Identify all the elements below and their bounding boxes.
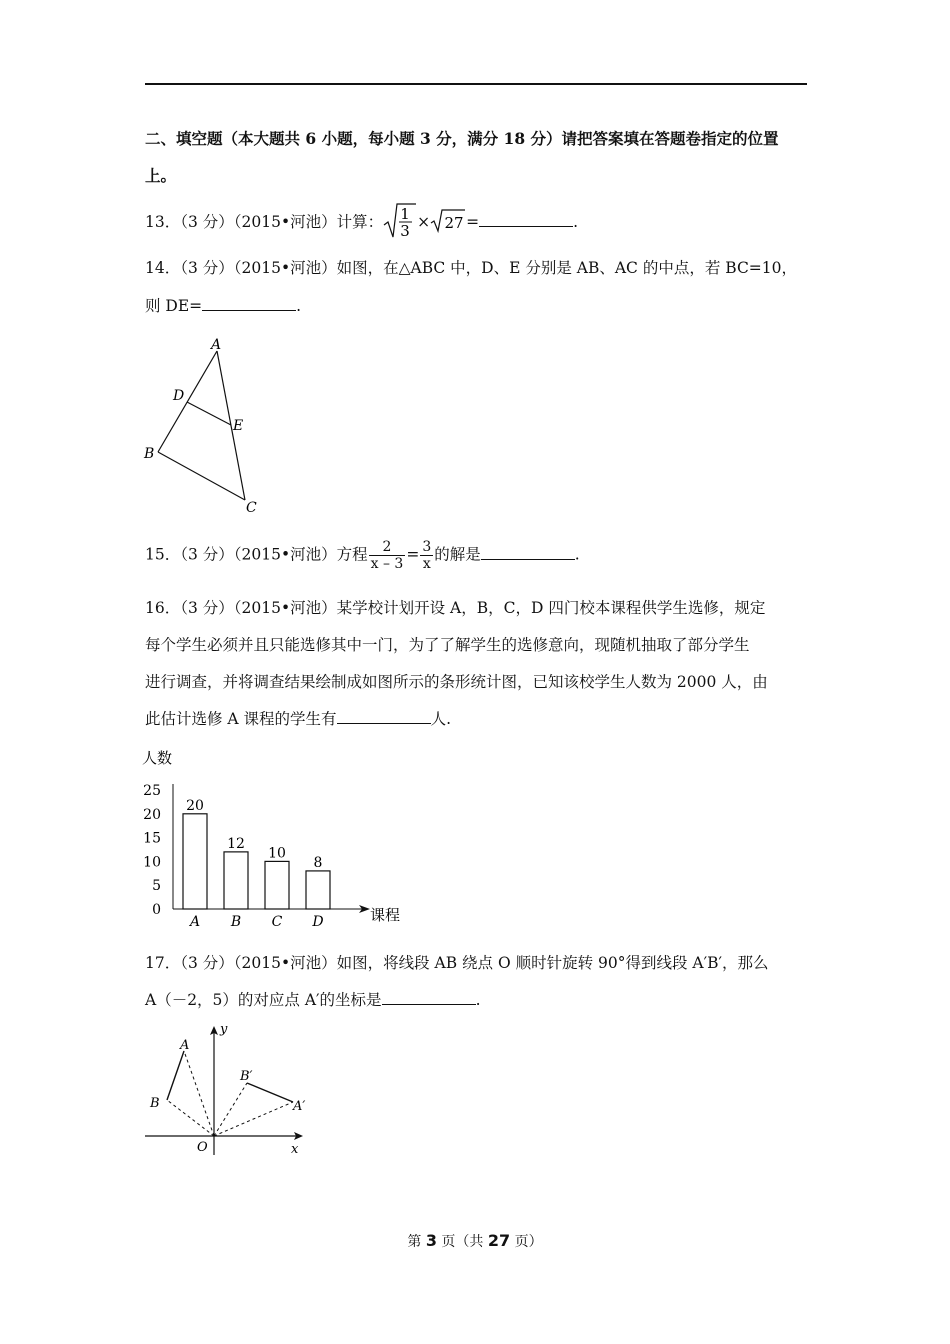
question-13 [145, 203, 578, 243]
q15-denominator-left: x – 3 [370, 556, 404, 572]
rotation-figure [140, 1020, 320, 1160]
q15-eq: = [406, 545, 420, 564]
question-17-line2 [145, 988, 481, 1010]
bar-D [306, 871, 330, 909]
question-15 [145, 539, 580, 572]
sqrt-sign-icon [383, 203, 417, 239]
question-16-line4 [145, 707, 451, 729]
question-14-line1: 14．（3 分）（2015•河池）如图，在△ABC 中，D、E 分别是 AB、AC 的中点，若 BC=10， [145, 259, 798, 277]
section-heading-cont: 上。 [145, 166, 177, 185]
y-tick-label: 5 [152, 878, 161, 895]
point-e-label: E [233, 418, 244, 434]
question-16-line3: 进行调查，并将调查结果绘制成如图所示的条形统计图，已知该校学生人数为 2000 人，由 [145, 673, 768, 691]
q14-line2-text: 则 DE= [145, 297, 203, 315]
vertex-c-label: C [246, 500, 257, 516]
question-14-line2 [145, 294, 301, 316]
origin-label: O [197, 1140, 208, 1155]
question-16-line2: 每个学生必须并且只能选修其中一门，为了了解学生的选修意向，现随机抽取了部分学生 [145, 636, 750, 654]
x-tick-label: C [271, 914, 283, 930]
footer-mid: 页（共 [436, 1234, 488, 1250]
x-tick-label: B [230, 914, 242, 930]
q17-answer-blank [382, 989, 476, 1005]
q15-denominator-right: x [422, 556, 431, 572]
chart-ylabel: 人数 [142, 749, 173, 767]
bar-data-label: 8 [313, 854, 323, 871]
bar-B [224, 852, 248, 909]
q13-sqrt-fraction [383, 203, 417, 243]
q13-end: . [573, 213, 579, 231]
chart-xlabel: 课程 [370, 906, 401, 924]
footer-total-pages: 27 [487, 1231, 511, 1250]
top-rule [145, 83, 807, 85]
y-tick-label: 25 [143, 783, 161, 799]
question-17-line1: 17．（3 分）（2015•河池）如图，将线段 AB 绕点 O 顺时针旋转 90°得到线段 A′B′，那么 [145, 954, 769, 972]
y-tick-label: 15 [143, 830, 161, 847]
bar-data-label: 12 [227, 835, 245, 852]
q13-radicand: 27 [444, 214, 464, 232]
q15-numerator-right: 3 [422, 539, 432, 555]
vertex-b-label: B [144, 446, 155, 462]
footer-page-number: 3 [425, 1231, 437, 1250]
point-a-prime-label: A′ [293, 1099, 306, 1114]
bar-A [183, 814, 207, 909]
triangle-figure [140, 332, 280, 518]
y-tick-label: 10 [143, 854, 161, 871]
point-b-prime-label: B′ [240, 1069, 253, 1084]
sqrt-sign-icon [430, 209, 466, 233]
bar-chart [140, 742, 410, 932]
q13-answer-blank [479, 211, 573, 227]
point-a-label: A [180, 1038, 190, 1053]
q15-end: . [574, 545, 580, 564]
footer-pre: 第 [407, 1234, 426, 1250]
question-16-line1: 16．（3 分）（2015•河池）某学校计划开设 A，B，C，D 四门校本课程供学生选修，规定 [145, 599, 766, 617]
q15-fraction-left [369, 539, 406, 572]
point-b-label: B [150, 1096, 160, 1111]
bar-C [265, 861, 289, 909]
q13-times: × [417, 213, 431, 231]
footer-post: 页） [510, 1234, 543, 1250]
q13-prefix: 13．（3 分）（2015•河池）计算： [145, 213, 384, 231]
y-axis-label: y [220, 1022, 228, 1037]
x-tick-label: D [312, 914, 324, 930]
q13-sqrt-27 [430, 209, 466, 237]
q16-line4-text: 此估计选修 A 课程的学生有 [145, 710, 337, 728]
q15-answer-blank [481, 544, 575, 560]
q16-end: 人. [430, 710, 451, 728]
x-tick-label: A [189, 914, 201, 930]
q15-suffix: 的解是 [434, 545, 481, 564]
q13-numerator: 1 [400, 205, 410, 223]
vertex-a-label: A [211, 337, 222, 353]
point-d-label: D [173, 388, 185, 404]
q13-denominator: 3 [400, 222, 410, 239]
x-axis-label: x [291, 1142, 299, 1157]
q16-answer-blank [337, 708, 431, 724]
y-tick-label: 20 [143, 806, 161, 823]
section-heading: 二、填空题（本大题共 6 小题，每小题 3 分，满分 18 分）请把答案填在答题卷指定的位置 [145, 129, 779, 148]
q14-answer-blank [202, 295, 296, 311]
bar-data-label: 20 [186, 797, 204, 814]
q14-end: . [296, 297, 302, 315]
y-tick-label: 0 [152, 902, 161, 918]
bar-data-label: 10 [268, 845, 286, 862]
page-footer [0, 1231, 950, 1251]
q15-numerator-left: 2 [369, 539, 406, 556]
q17-end: . [475, 991, 481, 1009]
q15-prefix: 15．（3 分）（2015•河池）方程 [145, 545, 368, 564]
q15-fraction-right [420, 539, 433, 572]
q17-line2-text: A（－2，5）的对应点 A′的坐标是 [145, 991, 382, 1009]
q13-eq: = [466, 213, 480, 231]
